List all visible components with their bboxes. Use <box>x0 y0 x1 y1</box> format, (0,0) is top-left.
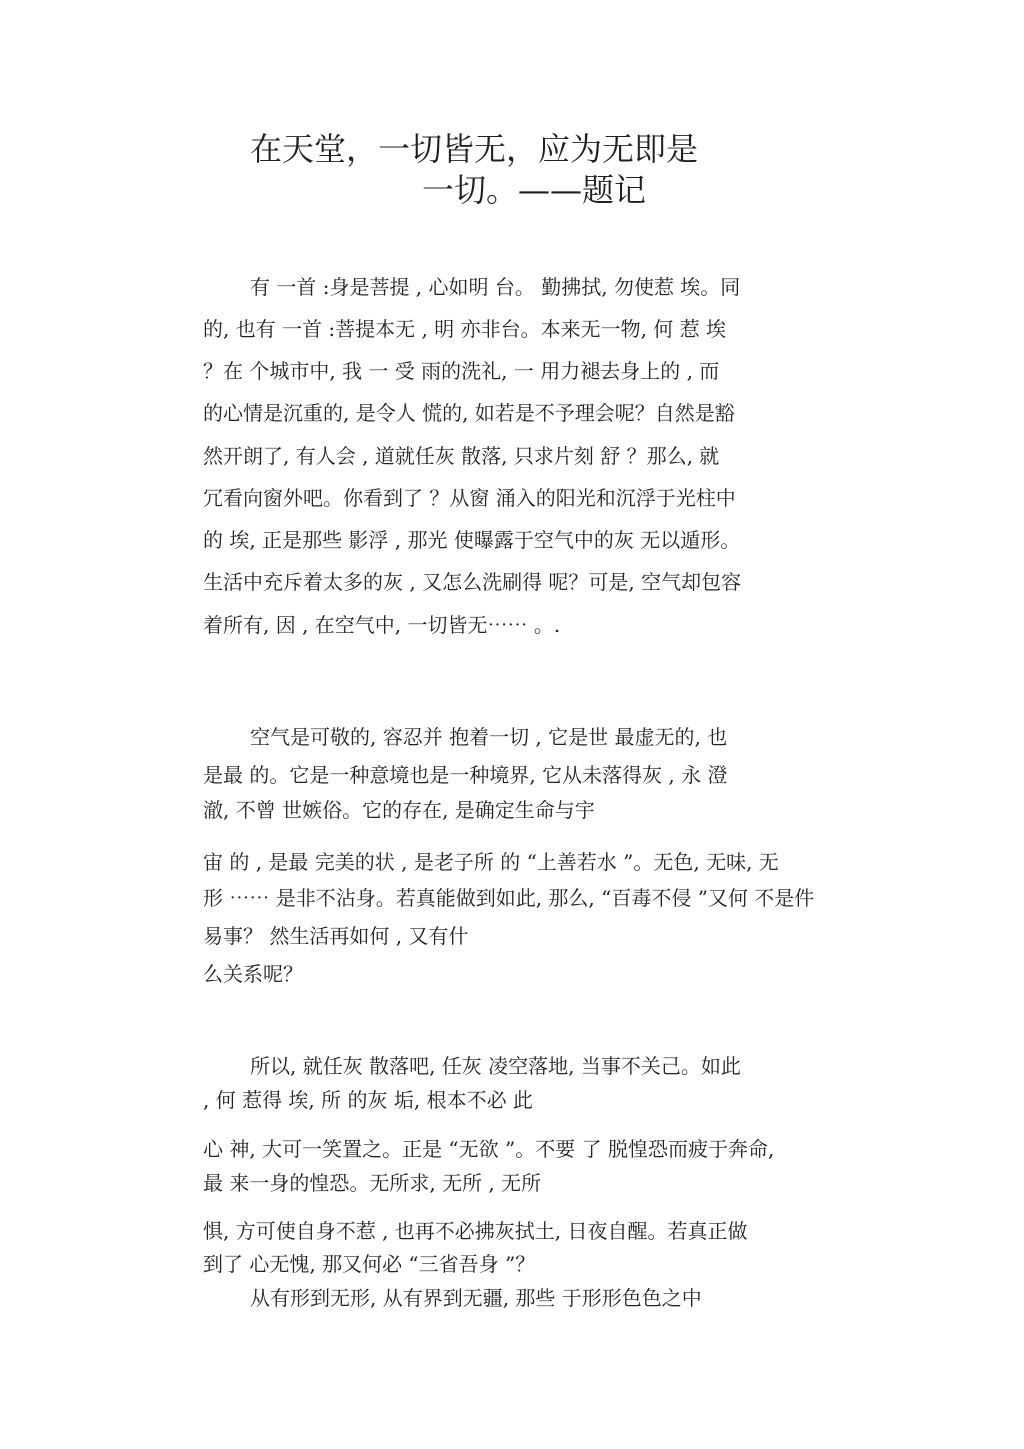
paragraph-1-line-7: 的 埃, 正是那些 影浮 , 那光 使曝露于空气中的灰 无以遁形。 <box>203 528 741 552</box>
paragraph-1-line-3: ？在 个城市中, 我 一 受 雨的洗礼, 一 用力褪去身上的 , 而 <box>203 359 720 383</box>
paragraph-1-line-5: 然开朗了, 有人会 , 道就任灰 散落, 只求片刻 舒 ？那么, 就 <box>203 444 720 468</box>
paragraph-5-line-1: 心 神, 大可一笑置之。正是 “无欲 ”。不要 了 脱惶恐而疲于奔命, <box>203 1137 775 1161</box>
paragraph-4-line-2: , 何 惹得 埃, 所 的灰 垢, 根本不必 此 <box>203 1088 533 1112</box>
paragraph-5-line-2: 最 来一身的惶恐。无所求, 无所 , 无所 <box>203 1171 542 1195</box>
paragraph-6-line-2: 到了 心无愧, 那又何必 “三省吾身 ”？ <box>203 1252 536 1276</box>
paragraph-3-line-3: 易事？ 然生活再如何 , 又有什 <box>203 924 469 948</box>
paragraph-2-line-1: 空气是可敬的, 容忍并 抱着一切 , 它是世 最虚无的, 也 <box>250 725 728 749</box>
paragraph-2-line-3: 澈, 不曾 世嫉俗。它的存在, 是确定生命与宇 <box>203 798 595 822</box>
paragraph-6-line-1: 惧, 方可使自身不惹 , 也再不必拂灰拭土, 日夜自醒。若真正做 <box>203 1219 748 1243</box>
paragraph-6-line-3: 从有形到无形, 从有界到无疆, 那些 于形形色色之中 <box>250 1286 702 1310</box>
title-line-2: 一切。——题记 <box>422 171 647 209</box>
paragraph-4-line-1: 所以, 就任灰 散落吧, 任灰 凌空落地, 当事不关己。如此 <box>250 1054 741 1078</box>
paragraph-1-line-6: 冗看向窗外吧。你看到了 ？从窗 涌入的阳光和沉浮于光柱中 <box>203 486 736 510</box>
paragraph-1-line-9: 着所有, 因 , 在空气中, 一切皆无⋯⋯ 。. <box>203 613 561 637</box>
paragraph-3-line-4: 么关系呢？ <box>203 962 303 986</box>
paragraph-3-line-2: 形 ⋯⋯ 是非不沾身。若真能做到如此, 那么, “百毒不侵 ”又何 不是件 <box>203 886 815 910</box>
paragraph-1-line-4: 的心情是沉重的, 是令人 慌的, 如若是不予理会呢？自然是豁 <box>203 401 735 425</box>
title-line-1: 在天堂，一切皆无，应为无即是 <box>250 130 699 168</box>
paragraph-1-line-8: 生活中充斥着太多的灰 , 又怎么洗刷得 呢？可是, 空气却包容 <box>203 570 742 594</box>
paragraph-1-line-2: 的, 也有 一首 :菩提本无 , 明 亦非台。本来无一物, 何 惹 埃 <box>203 317 727 341</box>
paragraph-3-line-1: 宙 的 , 是最 完美的状 , 是老子所 的 “上善若水 ”。无色, 无味, 无 <box>203 850 779 874</box>
paragraph-2-line-2: 是最 的。它是一种意境也是一种境界, 它从未落得灰 , 永 澄 <box>203 763 728 787</box>
paragraph-1-line-1: 有 一首 :身是菩提 , 心如明 台。 勤拂拭, 勿使惹 埃。同 <box>250 275 741 299</box>
